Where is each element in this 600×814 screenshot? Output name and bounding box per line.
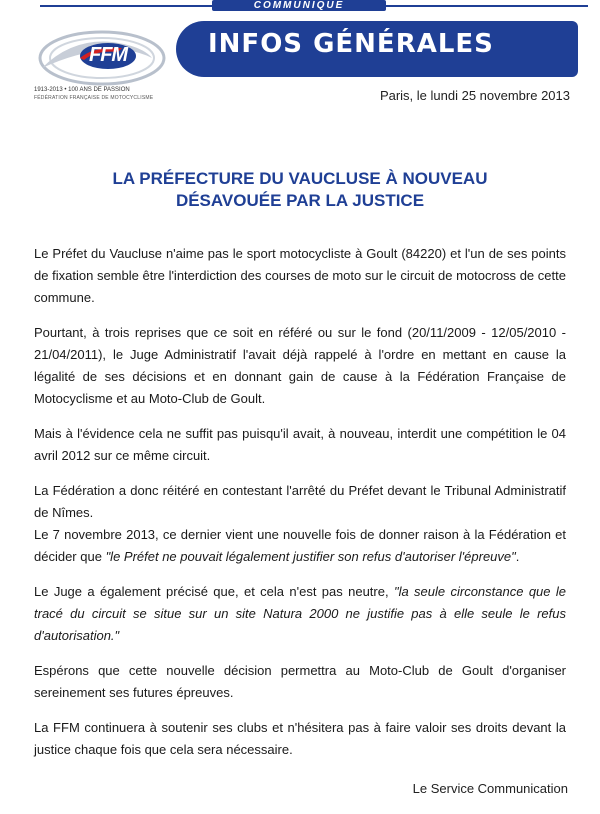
headline-line-2: DÉSAVOUÉE PAR LA JUSTICE	[175, 191, 425, 210]
banner	[176, 21, 578, 77]
logo-org-name: FÉDÉRATION FRANÇAISE DE MOTOCYCLISME	[34, 95, 154, 101]
paragraph-6-start: Le Juge a également précisé que, et cela n'est pas neutre,	[34, 584, 394, 599]
signature: Le Service Communication	[412, 781, 568, 796]
date-line: Paris, le lundi 25 novembre 2013	[379, 88, 570, 103]
paragraph-4: La Fédération a donc réitéré en contestant l'arrêté du Préfet devant le Tribunal Administratif de Nîmes.	[34, 483, 566, 520]
body-text	[34, 243, 566, 774]
paragraph-7: Espérons que cette nouvelle décision permettra au Moto-Club de Goult d'organiser sereinement ses futures épreuves.	[34, 663, 566, 700]
top-band	[0, 0, 600, 12]
paragraph-8: La FFM continuera à soutenir ses clubs et n'hésitera pas à faire valoir ses droits devant la justice chaque fois que cela sera nécessaire.	[34, 720, 566, 757]
headline-line-1: LA PRÉFECTURE DU VAUCLUSE À NOUVEAU	[112, 169, 488, 188]
paragraph-2: Pourtant, à trois reprises que ce soit en référé ou sur le fond (20/11/2009 - 12/05/2010 - 21/04/2011), le Juge Administratif l'avait déjà rappelé à l'ordre en mettant en cause la légalité de ses décisions et en donnant gain de cause à la Fédération Française de Motocyclisme et au Moto-Club de Goult.	[34, 325, 566, 406]
paragraph-5-end: .	[515, 549, 520, 564]
paragraph-3: Mais à l'évidence cela ne suffit pas puisqu'il avait, à nouveau, interdit une compétition le 04 avril 2012 sur ce même circuit.	[34, 426, 566, 463]
paragraph-6-quote: "la seule circonstance que le tracé du circuit se situe sur un site Natura 2000 ne justifie pas à elle seule le refus d'autorisation."	[34, 584, 566, 643]
paragraph-5	[34, 524, 566, 568]
logo-mark: FFM	[89, 44, 128, 66]
ffm-logo	[22, 28, 170, 106]
paragraph-5-start: Le 7 novembre 2013, ce dernier vient une nouvelle fois de donner raison à la Fédération et décider que	[34, 527, 566, 564]
communique-label: COMMUNIQUE	[212, 0, 386, 11]
banner-title: INFOS GÉNÉRALES	[208, 29, 494, 59]
paragraph-5-quote: "le Préfet ne pouvait légalement justifier son refus d'autoriser l'épreuve"	[105, 549, 516, 564]
paragraph-6	[34, 581, 566, 647]
logo-tagline: 1913-2013 • 100 ANS DE PASSION	[34, 87, 130, 93]
headline	[0, 168, 600, 212]
paragraph-1: Le Préfet du Vaucluse n'aime pas le sport motocycliste à Goult (84220) et l'un de ses points de fixation semble être l'interdiction des courses de moto sur le circuit de motocross de cette commune.	[34, 246, 566, 305]
